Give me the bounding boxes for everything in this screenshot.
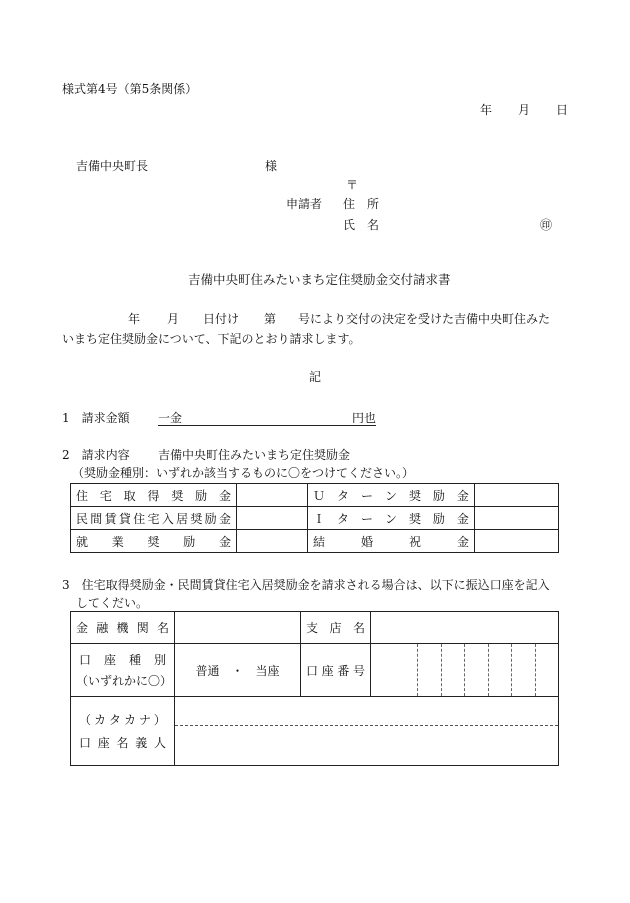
- account-digit-box[interactable]: [511, 644, 534, 696]
- bank-account-table: [70, 611, 559, 766]
- body-month: 月: [167, 312, 180, 326]
- account-holder-name-field[interactable]: [175, 726, 558, 765]
- postal-mark: 〒: [346, 178, 359, 192]
- section2-label: 2 請求内容: [62, 448, 130, 462]
- account-digit-box[interactable]: [417, 644, 440, 696]
- section2-content: 吉備中央町住みたいまち定住奨励金: [158, 448, 351, 462]
- grant-type-label: 就 業 奨 励 金: [76, 534, 231, 549]
- grant-type-cell: [308, 484, 475, 507]
- ki-heading: 記: [309, 370, 322, 384]
- grant-type-table: [70, 483, 559, 553]
- grant-type-mark-cell[interactable]: [237, 484, 308, 507]
- amount-suffix: 円也: [351, 411, 376, 425]
- branch-name-field[interactable]: [371, 612, 559, 644]
- date-year-label: 年: [480, 103, 493, 117]
- branch-label-cell: [301, 612, 371, 644]
- name-label: 氏 名: [343, 218, 380, 232]
- grant-type-cell: [71, 530, 237, 553]
- grant-type-mark-cell[interactable]: [475, 484, 559, 507]
- body-year: 年: [128, 312, 141, 326]
- bank-name-label: 金 融 機 関 名: [76, 621, 169, 635]
- account-number-label-cell: [301, 644, 371, 697]
- account-holder-kana-field[interactable]: [175, 697, 558, 726]
- account-holder-field[interactable]: [175, 697, 559, 766]
- branch-label: 支 店 名: [306, 621, 365, 635]
- recipient-honorific: 様: [265, 159, 278, 173]
- date-day-label: 日: [556, 103, 569, 117]
- account-digit-box[interactable]: [535, 644, 558, 696]
- account-digit-box[interactable]: [395, 644, 417, 696]
- section3-line1: 3 住宅取得奨励金・民間賃貸住宅入居奨励金を請求される場合は、以下に振込口座を記入: [62, 578, 550, 592]
- account-type-hint: （いずれかに〇）: [76, 674, 173, 688]
- seal-mark: ㊞: [540, 218, 553, 232]
- date-month-label: 月: [518, 103, 531, 117]
- account-holder-kana-label: （ カ タ カ ナ ）: [79, 713, 166, 727]
- grant-type-cell: [308, 507, 475, 530]
- account-holder-label: 口 座 名 義 人: [79, 736, 166, 750]
- amount-prefix: 一金: [158, 411, 183, 425]
- grant-type-mark-cell[interactable]: [475, 530, 559, 553]
- form-number: 様式第4号（第5条関係）: [62, 82, 198, 96]
- grant-type-cell: [71, 484, 237, 507]
- section2-note: （奨励金種別：いずれか該当するものに〇をつけてください。）: [72, 466, 415, 480]
- grant-type-mark-cell[interactable]: [237, 530, 308, 553]
- document-title: 吉備中央町住みたいまち定住奨励金交付請求書: [188, 272, 451, 287]
- account-digit-box[interactable]: [464, 644, 487, 696]
- account-type-label-cell: [71, 644, 175, 697]
- bank-name-label-cell: [71, 612, 175, 644]
- grant-type-cell: [308, 530, 475, 553]
- grant-type-cell: [71, 507, 237, 530]
- grant-type-mark-cell[interactable]: [237, 507, 308, 530]
- body-no: 第: [264, 312, 277, 326]
- account-holder-label-cell: [71, 697, 175, 766]
- body-line1-rest: 号により交付の決定を受けた吉備中央町住みた: [298, 312, 551, 326]
- bank-name-field[interactable]: [175, 612, 301, 644]
- grant-type-label: 結 婚 祝 金: [313, 534, 469, 549]
- account-number-label: 口 座 番 号: [306, 663, 365, 678]
- account-number-field[interactable]: [371, 644, 559, 697]
- amount-field[interactable]: [158, 409, 376, 426]
- section3-line2: してくだい。: [76, 596, 149, 610]
- address-label: 住 所: [343, 197, 380, 211]
- section1-label: 1 請求金額: [62, 411, 130, 425]
- grant-type-mark-cell[interactable]: [475, 507, 559, 530]
- account-digit-box[interactable]: [488, 644, 511, 696]
- grant-type-label: Ｕ タ ー ン 奨 励 金: [313, 488, 469, 503]
- account-digit-box[interactable]: [441, 644, 464, 696]
- grant-type-label: 民 間 賃 貸 住 宅 入 居 奨 励 金: [76, 511, 231, 526]
- body-dated: 日付け: [203, 312, 240, 326]
- applicant-label: 申請者: [286, 197, 323, 211]
- grant-type-label: Ｉ タ ー ン 奨 励 金: [313, 511, 469, 526]
- account-type-options[interactable]: 普通 ・ 当座: [175, 644, 301, 697]
- account-type-label: 口 座 種 別: [79, 653, 166, 667]
- body-line2: いまち定住奨励金について、下記のとおり請求します。: [62, 332, 361, 346]
- grant-type-label: 住 宅 取 得 奨 励 金: [76, 488, 231, 503]
- recipient-name: 吉備中央町長: [76, 159, 149, 173]
